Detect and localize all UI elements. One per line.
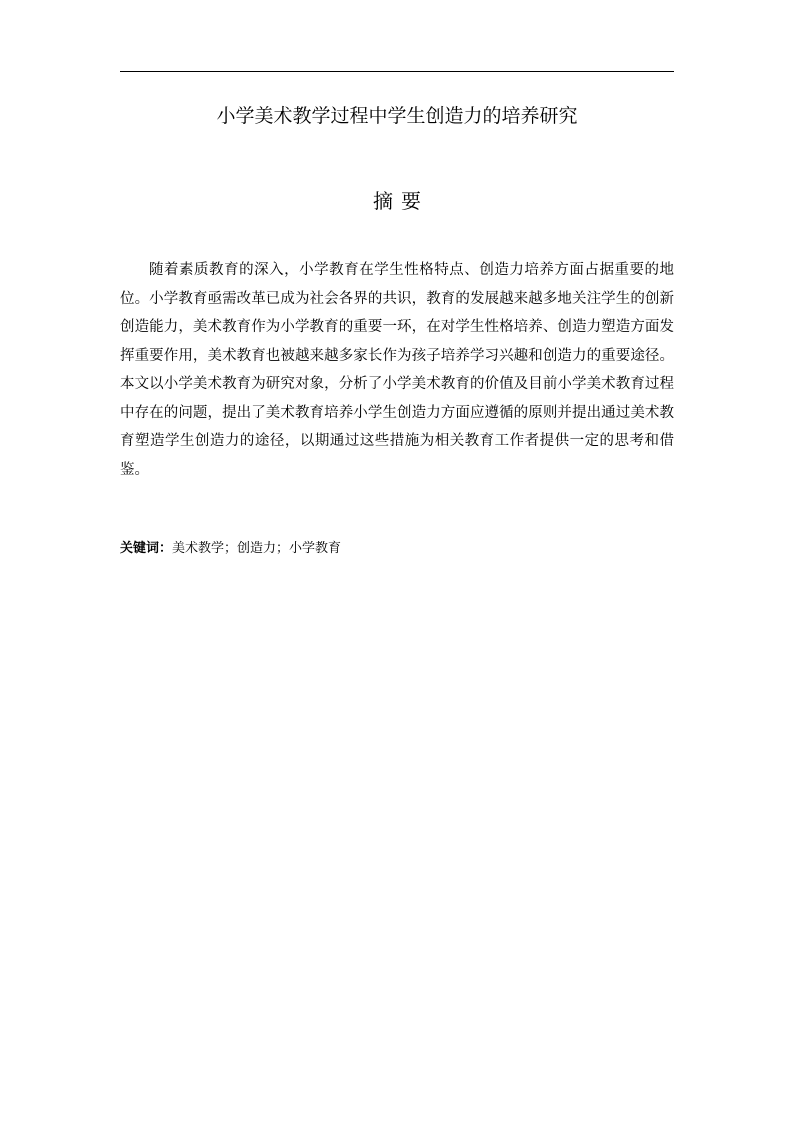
keywords-text: 美术教学；创造力；小学教育 [172, 541, 342, 556]
abstract-heading: 摘要 [373, 189, 429, 213]
keywords-line [120, 538, 674, 560]
keywords-label: 关键词： [120, 541, 173, 556]
abstract-body: 随着素质教育的深入，小学教育在学生性格特点、创造力培养方面占据重要的地位。小学教育亟需改革已成为社会各界的共识，教育的发展越来越多地关注学生的创新创造能力，美术教育作为小学教育的重要一环，在对学生性格培养、创造力塑造方面发挥重要作用，美术教育也被越来越多家长作为孩子培养学习兴趣和创造力的重要途径。本文以小学美术教育为研究对象，分析了小学美术教育的价值及目前小学美术教育过程中存在的问题，提出了美术教育培养小学生创造力方面应遵循的原则并提出通过美术教育塑造学生创造力的途径，以期通过这些措施为相关教育工作者提供一定的思考和借鉴。 [120, 262, 674, 478]
paper-title: 小学美术教学过程中学生创造力的培养研究 [216, 105, 578, 127]
header-rule [120, 71, 674, 72]
